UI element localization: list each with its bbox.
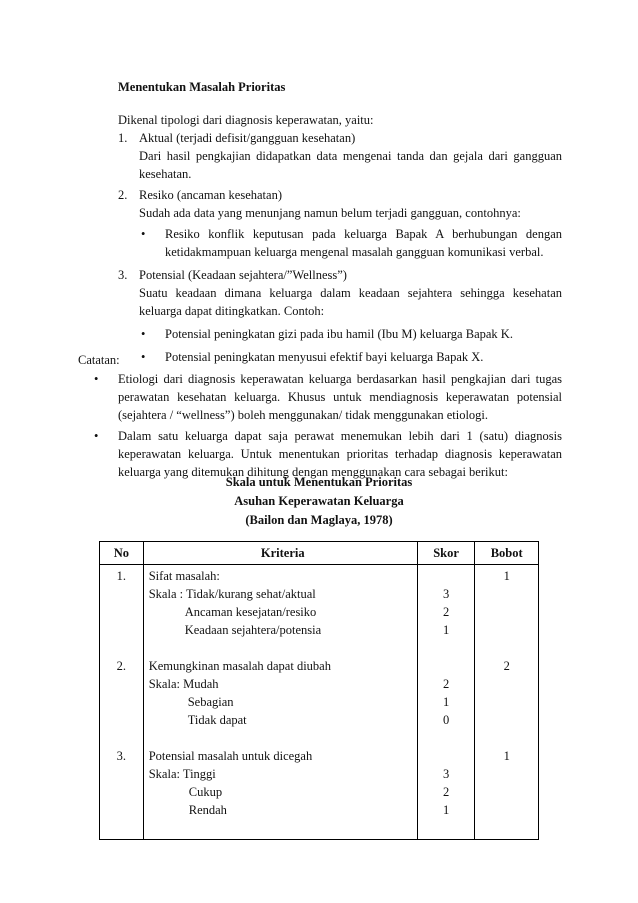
- bullet-line: Resiko konflik keputusan pada keluarga Bapak A berhubungan dengan: [165, 227, 562, 241]
- score-value: 0: [442, 713, 450, 727]
- typology-list: [118, 129, 562, 366]
- note-line: perawatan kesehatan keluarga. Khusus untuk mendiagnosis keperawatan potensial: [118, 390, 562, 404]
- section-heading: Menentukan Masalah Prioritas: [118, 80, 286, 94]
- item-description-line: kesehatan.: [139, 167, 192, 181]
- header-bobot: Bobot: [475, 542, 539, 565]
- example-bullet: [139, 225, 562, 261]
- bobot-column: [475, 565, 539, 840]
- notes-label: Catatan:: [78, 353, 120, 367]
- note-line: Etiologi dari diagnosis keperawatan keluarga berdasarkan hasil pengkajian dari tugas: [118, 372, 562, 386]
- score-value: 1: [442, 695, 450, 709]
- example-bullet: [139, 348, 562, 366]
- bullet-icon: •: [141, 327, 146, 341]
- table-header-row: [100, 542, 539, 565]
- typology-item-3: [118, 266, 562, 366]
- scale-option: Tidak/kurang sehat/aktual: [186, 587, 316, 601]
- item-number: 1.: [118, 131, 128, 145]
- item-number: 3.: [118, 268, 128, 282]
- typology-item-2: [118, 186, 562, 261]
- example-bullet: [139, 325, 562, 343]
- item-description-line: Suatu keadaan dimana keluarga dalam keadaan sejahtera sehingga kesehatan: [139, 286, 562, 300]
- row-number: 3.: [116, 749, 127, 763]
- note-line: keluarga yang ditemukan dihitung dengan menggunakan cara sebagai berikut:: [118, 465, 508, 479]
- header-skor: Skor: [417, 542, 475, 565]
- notes-list: [94, 370, 562, 481]
- scale-option: Tinggi: [182, 767, 216, 781]
- bullet-line: Potensial peningkatan menyusui efektif bayi keluarga Bapak X.: [165, 350, 484, 364]
- scale-option: Mudah: [183, 677, 219, 691]
- note-line: keperawatan keluarga. Untuk menentukan prioritas terhadap diagnosis keperawatan: [118, 447, 562, 461]
- scale-option: Sebagian: [187, 695, 234, 709]
- note-line: (sejahtera / “wellness”) boleh menggunakan/ tidak menggunakan etiologi.: [118, 408, 489, 422]
- bullet-icon: •: [94, 429, 99, 443]
- item-description-line: Dari hasil pengkajian didapatkan data mengenai tanda dan gejala dari gangguan: [139, 149, 562, 163]
- score-value: 3: [442, 587, 450, 601]
- table-row: [100, 565, 539, 840]
- note-bullet: [94, 370, 562, 424]
- weight-value: 1: [503, 749, 510, 763]
- kriteria-column: [143, 565, 417, 840]
- scale-option: Ancaman kesejatan/resiko: [184, 605, 317, 619]
- score-value: 1: [442, 803, 450, 817]
- table-title: [100, 473, 538, 530]
- weight-value: 2: [503, 659, 510, 673]
- scale-prefix: Skala:: [148, 677, 184, 691]
- score-value: 2: [442, 785, 450, 799]
- scale-line: [149, 765, 417, 783]
- intro-text: Dikenal tipologi dari diagnosis keperawatan, yaitu:: [118, 113, 374, 127]
- item-description: Sudah ada data yang menunjang namun belum terjadi gangguan, contohnya:: [139, 206, 521, 220]
- row-number: 2.: [116, 659, 127, 673]
- no-column: [100, 565, 144, 840]
- item-title: Aktual (terjadi defisit/gangguan kesehatan): [139, 131, 356, 145]
- header-kriteria: Kriteria: [143, 542, 417, 565]
- scale-option: Tidak dapat: [187, 713, 247, 727]
- table-title-line: Asuhan Keperawatan Keluarga: [234, 494, 404, 508]
- table-title-line: (Bailon dan Maglaya, 1978): [245, 513, 393, 527]
- typology-item-1: [118, 129, 562, 183]
- score-value: 3: [442, 767, 450, 781]
- skor-column: [417, 565, 475, 840]
- scale-option: Rendah: [188, 803, 227, 817]
- criterion-title: Kemungkinan masalah dapat diubah: [148, 659, 331, 673]
- item-title: Potensial (Keadaan sejahtera/”Wellness”): [139, 268, 347, 282]
- bullet-line: Potensial peningkatan gizi pada ibu hamil (Ibu M) keluarga Bapak K.: [165, 327, 513, 341]
- row-number: 1.: [116, 569, 127, 583]
- scale-line: [149, 585, 417, 603]
- score-value: 2: [442, 605, 450, 619]
- bullet-icon: •: [141, 350, 146, 364]
- item-title: Resiko (ancaman kesehatan): [139, 188, 282, 202]
- bullet-line: ketidakmampuan keluarga mengenal masalah gangguan komunikasi verbal.: [165, 245, 544, 259]
- scale-option: Keadaan sejahtera/potensia: [184, 623, 322, 637]
- bullet-icon: •: [94, 372, 99, 386]
- scale-option: Cukup: [188, 785, 223, 799]
- header-no: No: [100, 542, 144, 565]
- scale-prefix: Skala :: [148, 587, 187, 601]
- table-title-line: Skala untuk Menentukan Prioritas: [225, 475, 413, 489]
- score-value: 1: [442, 623, 450, 637]
- bullet-icon: •: [141, 227, 146, 241]
- item-number: 2.: [118, 188, 128, 202]
- item-description-line: keluarga dapat ditingkatkan. Contoh:: [139, 304, 325, 318]
- criterion-title: Sifat masalah:: [148, 569, 220, 583]
- note-line: Dalam satu keluarga dapat saja perawat menemukan lebih dari 1 (satu) diagnosis: [118, 429, 562, 443]
- criterion-title: Potensial masalah untuk dicegah: [148, 749, 313, 763]
- weight-value: 1: [503, 569, 510, 583]
- scale-prefix: Skala:: [148, 767, 183, 781]
- priority-scale-table: [99, 541, 539, 840]
- score-value: 2: [442, 677, 450, 691]
- scale-line: [149, 675, 417, 693]
